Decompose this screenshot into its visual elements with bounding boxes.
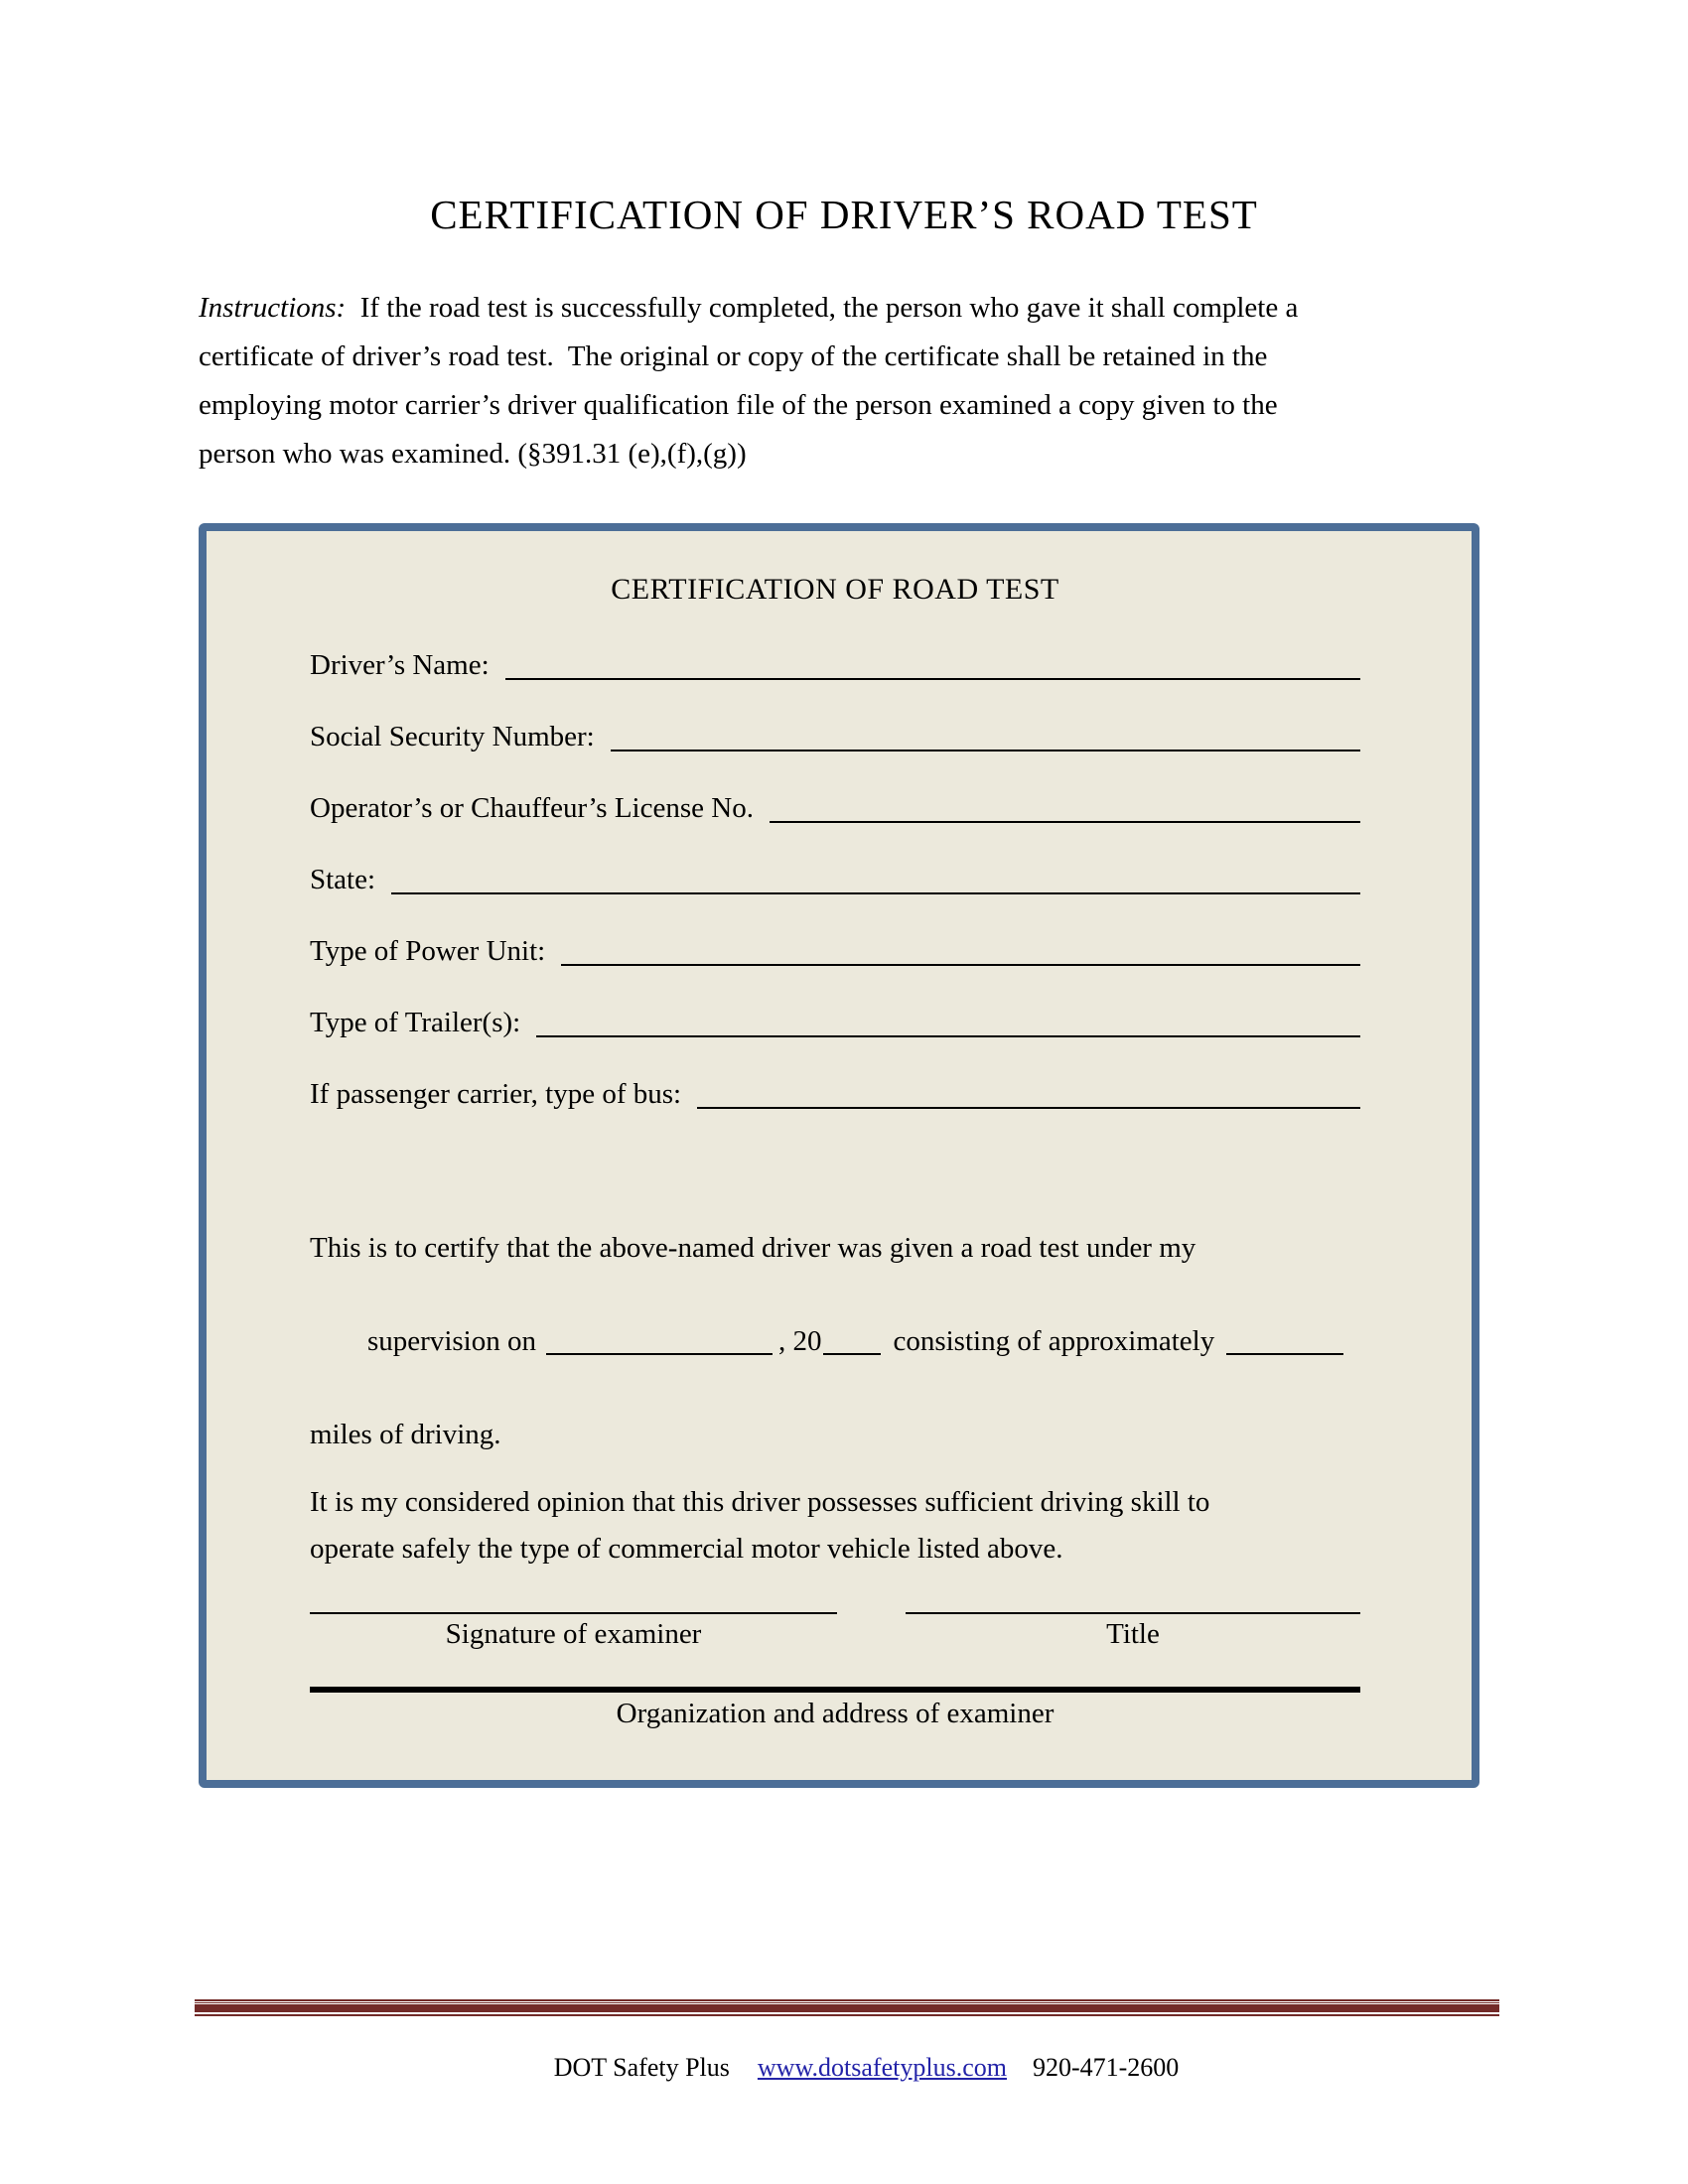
opinion-paragraph <box>310 1479 1360 1572</box>
state-blank-line <box>391 892 1360 894</box>
field-label: Operator’s or Chauffeur’s License No. <box>310 792 754 824</box>
field-row-state <box>310 865 1360 895</box>
title-field <box>906 1612 1360 1651</box>
opinion-line: operate safely the type of commercial motor vehicle listed above. <box>310 1533 1063 1565</box>
bus-type-blank-line <box>697 1107 1360 1109</box>
opinion-line: It is my considered opinion that this driver possesses sufficient driving skill to <box>310 1486 1210 1518</box>
form-fields <box>310 650 1360 1110</box>
field-label: Social Security Number: <box>310 721 595 752</box>
organization-field <box>310 1687 1360 1730</box>
certify-line: This is to certify that the above-named driver was given a road test under my <box>310 1232 1196 1264</box>
divider-line <box>195 2014 1499 2016</box>
divider-band <box>195 2004 1499 2012</box>
field-row-ssn <box>310 722 1360 752</box>
instructions-paragraph <box>199 284 1489 478</box>
ssn-blank-line <box>611 750 1360 751</box>
footer-link[interactable]: www.dotsafetyplus.com <box>757 2053 1007 2082</box>
divider-line <box>195 1999 1499 2001</box>
field-label: Driver’s Name: <box>310 649 490 681</box>
certify-text: supervision on <box>367 1325 536 1357</box>
field-label: If passenger carrier, type of bus: <box>310 1078 682 1110</box>
field-row-power-unit <box>310 936 1360 967</box>
signature-row <box>310 1612 1360 1651</box>
field-row-license-no <box>310 793 1360 824</box>
footer-company: DOT Safety Plus <box>553 2053 730 2082</box>
box-heading: CERTIFICATION OF ROAD TEST <box>611 573 1059 606</box>
field-row-trailers <box>310 1008 1360 1038</box>
page-title: CERTIFICATION OF DRIVER’S ROAD TEST <box>430 192 1258 237</box>
field-row-drivers-name <box>310 650 1360 681</box>
instructions-label: Instructions: <box>199 292 347 324</box>
certify-paragraph <box>310 1225 1360 1458</box>
certify-line: miles of driving. <box>310 1419 501 1450</box>
footer-text <box>195 2023 1499 2113</box>
certification-box <box>199 523 1479 1788</box>
instructions-line <box>199 284 1489 333</box>
field-row-bus-type <box>310 1079 1360 1110</box>
year-blank-line <box>823 1347 881 1355</box>
trailers-blank-line <box>536 1035 1360 1037</box>
signature-field <box>310 1612 837 1651</box>
instructions-line: certificate of driver’s road test. The original or copy of the certificate shall be retained in the <box>199 341 1268 372</box>
field-label: State: <box>310 864 376 895</box>
drivers-name-blank-line <box>505 678 1360 680</box>
footer-phone: 920-471-2600 <box>1032 2053 1180 2082</box>
footer-divider <box>195 1999 1499 2016</box>
instructions-line: employing motor carrier’s driver qualification file of the person examined a copy given to the <box>199 389 1278 421</box>
organization-label: Organization and address of examiner <box>616 1698 1055 1729</box>
license-no-blank-line <box>770 821 1360 823</box>
page-footer <box>195 1999 1499 2113</box>
field-label: Type of Trailer(s): <box>310 1007 521 1038</box>
certify-line <box>310 1272 1360 1412</box>
divider-line <box>195 2002 1499 2003</box>
certify-text: , 20 <box>777 1325 822 1357</box>
title-blank-line <box>906 1612 1360 1614</box>
organization-blank-line <box>310 1687 1360 1693</box>
field-label: Type of Power Unit: <box>310 935 546 967</box>
certify-text: consisting of approximately <box>893 1325 1215 1357</box>
signature-label: Signature of examiner <box>445 1618 702 1650</box>
signature-blank-line <box>310 1612 837 1614</box>
instructions-text: If the road test is successfully completed, the person who gave it shall complete a <box>346 292 1299 324</box>
miles-blank-line <box>1226 1347 1343 1355</box>
date-blank-line <box>546 1347 773 1355</box>
power-unit-blank-line <box>561 964 1360 966</box>
instructions-line: person who was examined. (§391.31 (e),(f),(g)) <box>199 438 747 470</box>
title-label: Title <box>1106 1618 1160 1650</box>
